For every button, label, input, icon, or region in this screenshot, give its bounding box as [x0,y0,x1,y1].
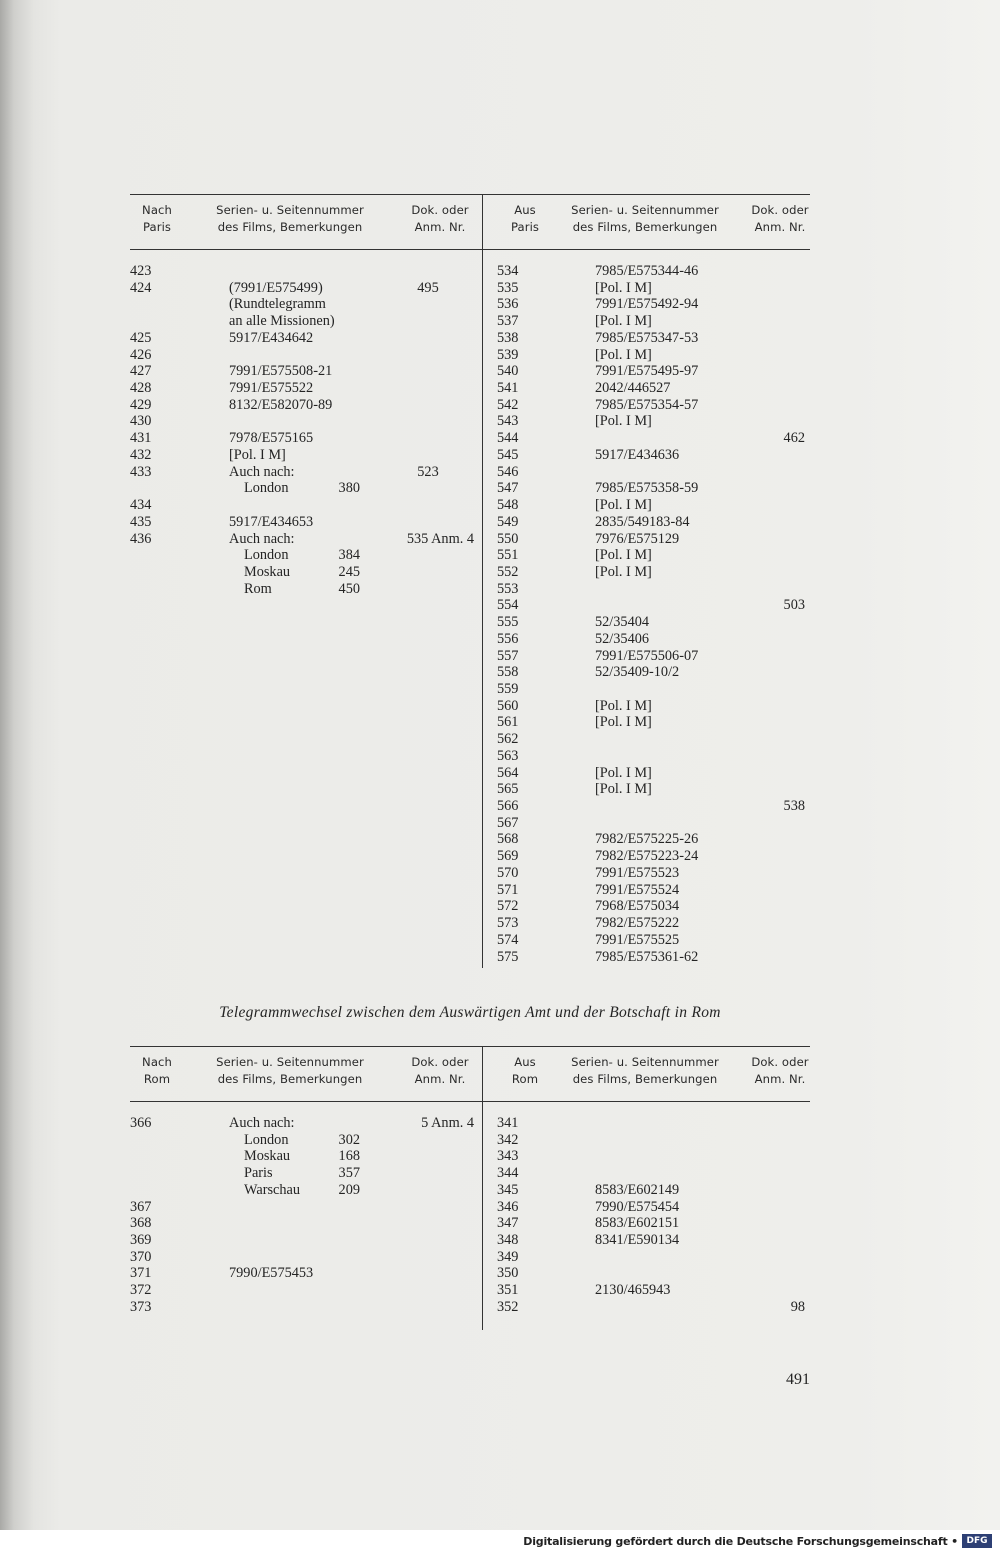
header-rule-top [130,1046,810,1047]
row-number: 561 [497,714,519,731]
header-serien-right-line1: Serien- u. Seitennummer [571,203,719,217]
film-reference: Auch nach: [229,1115,295,1131]
film-reference: [Pol. I M] [229,446,286,463]
document-number: 5 Anm. 4 [421,1115,474,1131]
film-reference: Auch nach: [229,463,295,480]
row-number: 547 [497,480,519,497]
header-nach-line1: Nach [142,203,172,217]
header-nach-line2: Paris [142,220,172,234]
row-number: 367 [130,1198,152,1215]
row-number: 564 [497,764,519,781]
section-title-rom: Telegrammwechsel zwischen dem Auswärtigen Amt und der Botschaft in Rom [219,1004,721,1021]
header-dok-line2: Anm. Nr. [414,1072,466,1086]
film-reference: 8341/E590134 [595,1232,680,1249]
film-reference: 2835/549183-84 [595,513,690,530]
row-number: 435 [130,513,152,530]
header-serien-right-line2: des Films, Bemerkungen [572,1072,718,1086]
film-reference: 7991/E575492-94 [595,296,699,313]
film-reference: 7982/E575222 [595,915,680,932]
film-reference: 5917/E434636 [595,446,680,463]
header-serien-line2: des Films, Bemerkungen [217,1072,363,1086]
film-reference: (Rundtelegramm [229,296,326,313]
film-reference: [Pol. I M] [595,697,652,714]
footer-text: Digitalisierung gefördert durch die Deutsche Forschungsgemeinschaft • [523,1535,958,1548]
film-reference: 7985/E575358-59 [595,480,699,497]
row-number: 570 [497,864,519,881]
header-dok-line1: Dok. oder [411,1055,469,1069]
row-number: 366 [130,1115,152,1131]
film-reference: (7991/E575499) [229,279,323,296]
film-reference: 8583/E602151 [595,1215,680,1232]
film-reference: an alle Missionen) [229,313,335,330]
row-number: 541 [497,380,519,397]
row-number: 540 [497,363,519,380]
destination-number: 168 [338,1148,360,1165]
row-number: 342 [497,1131,519,1148]
film-reference: [Pol. I M] [595,497,652,514]
row-number: 343 [497,1148,519,1165]
film-reference: 7991/E575525 [595,931,680,948]
film-reference: 5917/E434653 [229,513,314,530]
row-number: 346 [497,1198,519,1215]
film-reference: 7991/E575495-97 [595,363,699,380]
destination-number: 209 [338,1181,360,1198]
header-dok-right-line1: Dok. oder [751,1055,809,1069]
row-number: 542 [497,396,519,413]
document-number: 98 [790,1298,805,1315]
row-number: 425 [130,329,152,346]
row-number: 562 [497,731,519,748]
row-number: 553 [497,580,519,597]
row-number: 557 [497,647,519,664]
row-number: 429 [130,396,152,413]
row-number: 565 [497,781,519,798]
destination-number: 450 [338,580,360,597]
row-number: 371 [130,1265,152,1282]
row-number: 550 [497,530,519,547]
row-number: 350 [497,1265,519,1282]
film-reference: 52/35409-10/2 [595,664,680,681]
film-reference: 7982/E575223-24 [595,848,699,865]
row-number: 545 [497,446,519,463]
row-number: 538 [497,329,519,346]
row-number: 574 [497,931,519,948]
row-number: 349 [497,1248,519,1265]
row-number: 427 [130,363,152,380]
row-number: 368 [130,1215,152,1232]
film-reference: 7985/E575354-57 [595,396,699,413]
header-serien-line1: Serien- u. Seitennummer [216,1055,364,1069]
row-number: 573 [497,915,519,932]
film-reference: 7990/E575453 [229,1265,314,1282]
row-number: 534 [497,263,519,279]
header-rule-bottom [130,1101,810,1102]
film-reference: 2130/465943 [595,1282,671,1299]
row-number: 344 [497,1165,519,1182]
row-number: 543 [497,413,519,430]
destination-city: Warschau [244,1181,301,1198]
film-reference: [Pol. I M] [595,346,652,363]
destination-city: Moskau [244,563,291,580]
film-reference: 7990/E575454 [595,1198,680,1215]
header-serien-right-line1: Serien- u. Seitennummer [571,1055,719,1069]
header-serien-line1: Serien- u. Seitennummer [216,203,364,217]
row-number: 536 [497,296,519,313]
film-reference: 7985/E575344-46 [595,263,699,279]
row-number: 571 [497,881,519,898]
row-number: 373 [130,1298,152,1315]
destination-city: Moskau [244,1148,291,1165]
row-number: 558 [497,664,519,681]
header-nach-line1: Nach [142,1055,172,1069]
row-number: 433 [130,463,152,480]
header-dok-line1: Dok. oder [411,203,469,217]
film-reference: [Pol. I M] [595,313,652,330]
film-reference: [Pol. I M] [595,764,652,781]
row-number: 559 [497,681,519,697]
film-reference: 8132/E582070-89 [229,396,333,413]
document-number: 503 [783,597,805,614]
row-number: 546 [497,463,519,480]
row-number: 549 [497,513,519,530]
row-number: 424 [130,279,152,296]
header-serien-line2: des Films, Bemerkungen [217,220,363,234]
document-number: 462 [783,430,805,447]
row-number: 352 [497,1298,519,1315]
destination-city: London [244,1131,289,1148]
row-number: 555 [497,614,519,631]
destination-city: London [244,547,289,564]
row-number: 563 [497,747,519,764]
row-number: 428 [130,380,152,397]
header-dok-right-line1: Dok. oder [751,203,809,217]
destination-city: Paris [244,1165,273,1182]
film-reference: 7985/E575361-62 [595,948,699,965]
header-dok-line2: Anm. Nr. [414,220,466,234]
header-aus-line2: Rom [511,1072,539,1086]
row-number: 436 [130,530,152,547]
destination-city: Rom [244,580,272,597]
row-number: 548 [497,497,519,514]
destination-number: 380 [338,480,360,497]
film-reference: 7976/E575129 [595,530,680,547]
row-number: 572 [497,898,519,915]
row-number: 423 [130,263,152,279]
film-reference: 5917/E434642 [229,329,314,346]
row-number: 351 [497,1282,519,1299]
film-reference: 7991/E575508-21 [229,363,333,380]
film-reference: 7991/E575522 [229,380,314,397]
row-number: 551 [497,547,519,564]
film-reference: [Pol. I M] [595,714,652,731]
destination-city: London [244,480,289,497]
destination-number: 245 [338,563,360,580]
row-number: 434 [130,497,152,514]
row-number: 567 [497,814,519,831]
document-number: 523 [417,463,439,480]
row-number: 537 [497,313,519,330]
header-dok-right-line2: Anm. Nr. [754,220,806,234]
column-divider [482,194,483,968]
row-number: 566 [497,798,519,815]
header-nach-line2: Rom [143,1072,171,1086]
film-reference: 7991/E575524 [595,881,680,898]
header-aus-line1: Aus [514,203,536,217]
film-reference: 7991/E575506-07 [595,647,699,664]
header-dok-right-line2: Anm. Nr. [754,1072,806,1086]
header-rule-bottom [130,249,810,250]
film-reference: 7968/E575034 [595,898,680,915]
row-number: 426 [130,346,152,363]
row-number: 556 [497,630,519,647]
document-number: 535 Anm. 4 [406,530,474,547]
destination-number: 384 [338,547,360,564]
header-rule-top [130,194,810,195]
header-aus-line2: Paris [510,220,540,234]
row-number: 560 [497,697,519,714]
film-reference: 7991/E575523 [595,864,680,881]
film-reference: 8583/E602149 [595,1181,680,1198]
row-number: 554 [497,597,519,614]
film-reference: 2042/446527 [595,380,671,397]
film-reference: 7982/E575225-26 [595,831,699,848]
document-number: 495 [417,279,439,296]
film-reference: [Pol. I M] [595,413,652,430]
row-number: 568 [497,831,519,848]
row-number: 345 [497,1181,519,1198]
film-reference: [Pol. I M] [595,563,652,580]
row-number: 372 [130,1282,152,1299]
page-number: 491 [786,1371,810,1388]
row-number: 347 [497,1215,519,1232]
row-number: 539 [497,346,519,363]
row-number: 431 [130,430,152,447]
row-number: 575 [497,948,519,965]
row-number: 569 [497,848,519,865]
film-reference: 7978/E575165 [229,430,314,447]
destination-number: 302 [338,1131,360,1148]
film-reference: 7985/E575347-53 [595,329,699,346]
header-aus-line1: Aus [514,1055,536,1069]
row-number: 430 [130,413,152,430]
film-reference: [Pol. I M] [595,547,652,564]
document-number: 538 [783,798,805,815]
footer-bar [0,1530,1000,1554]
film-reference: [Pol. I M] [595,279,652,296]
row-number: 341 [497,1115,519,1131]
row-number: 370 [130,1248,152,1265]
row-number: 552 [497,563,519,580]
film-reference: [Pol. I M] [595,781,652,798]
film-reference: 52/35406 [595,630,650,647]
dfg-logo-icon: DFG [962,1534,992,1548]
row-number: 432 [130,446,152,463]
row-number: 348 [497,1232,519,1249]
film-reference: Auch nach: [229,530,295,547]
row-number: 535 [497,279,519,296]
film-reference: 52/35404 [595,614,650,631]
header-serien-right-line2: des Films, Bemerkungen [572,220,718,234]
column-divider [482,1046,483,1330]
destination-number: 357 [338,1165,360,1182]
row-number: 369 [130,1232,152,1249]
row-number: 544 [497,430,519,447]
